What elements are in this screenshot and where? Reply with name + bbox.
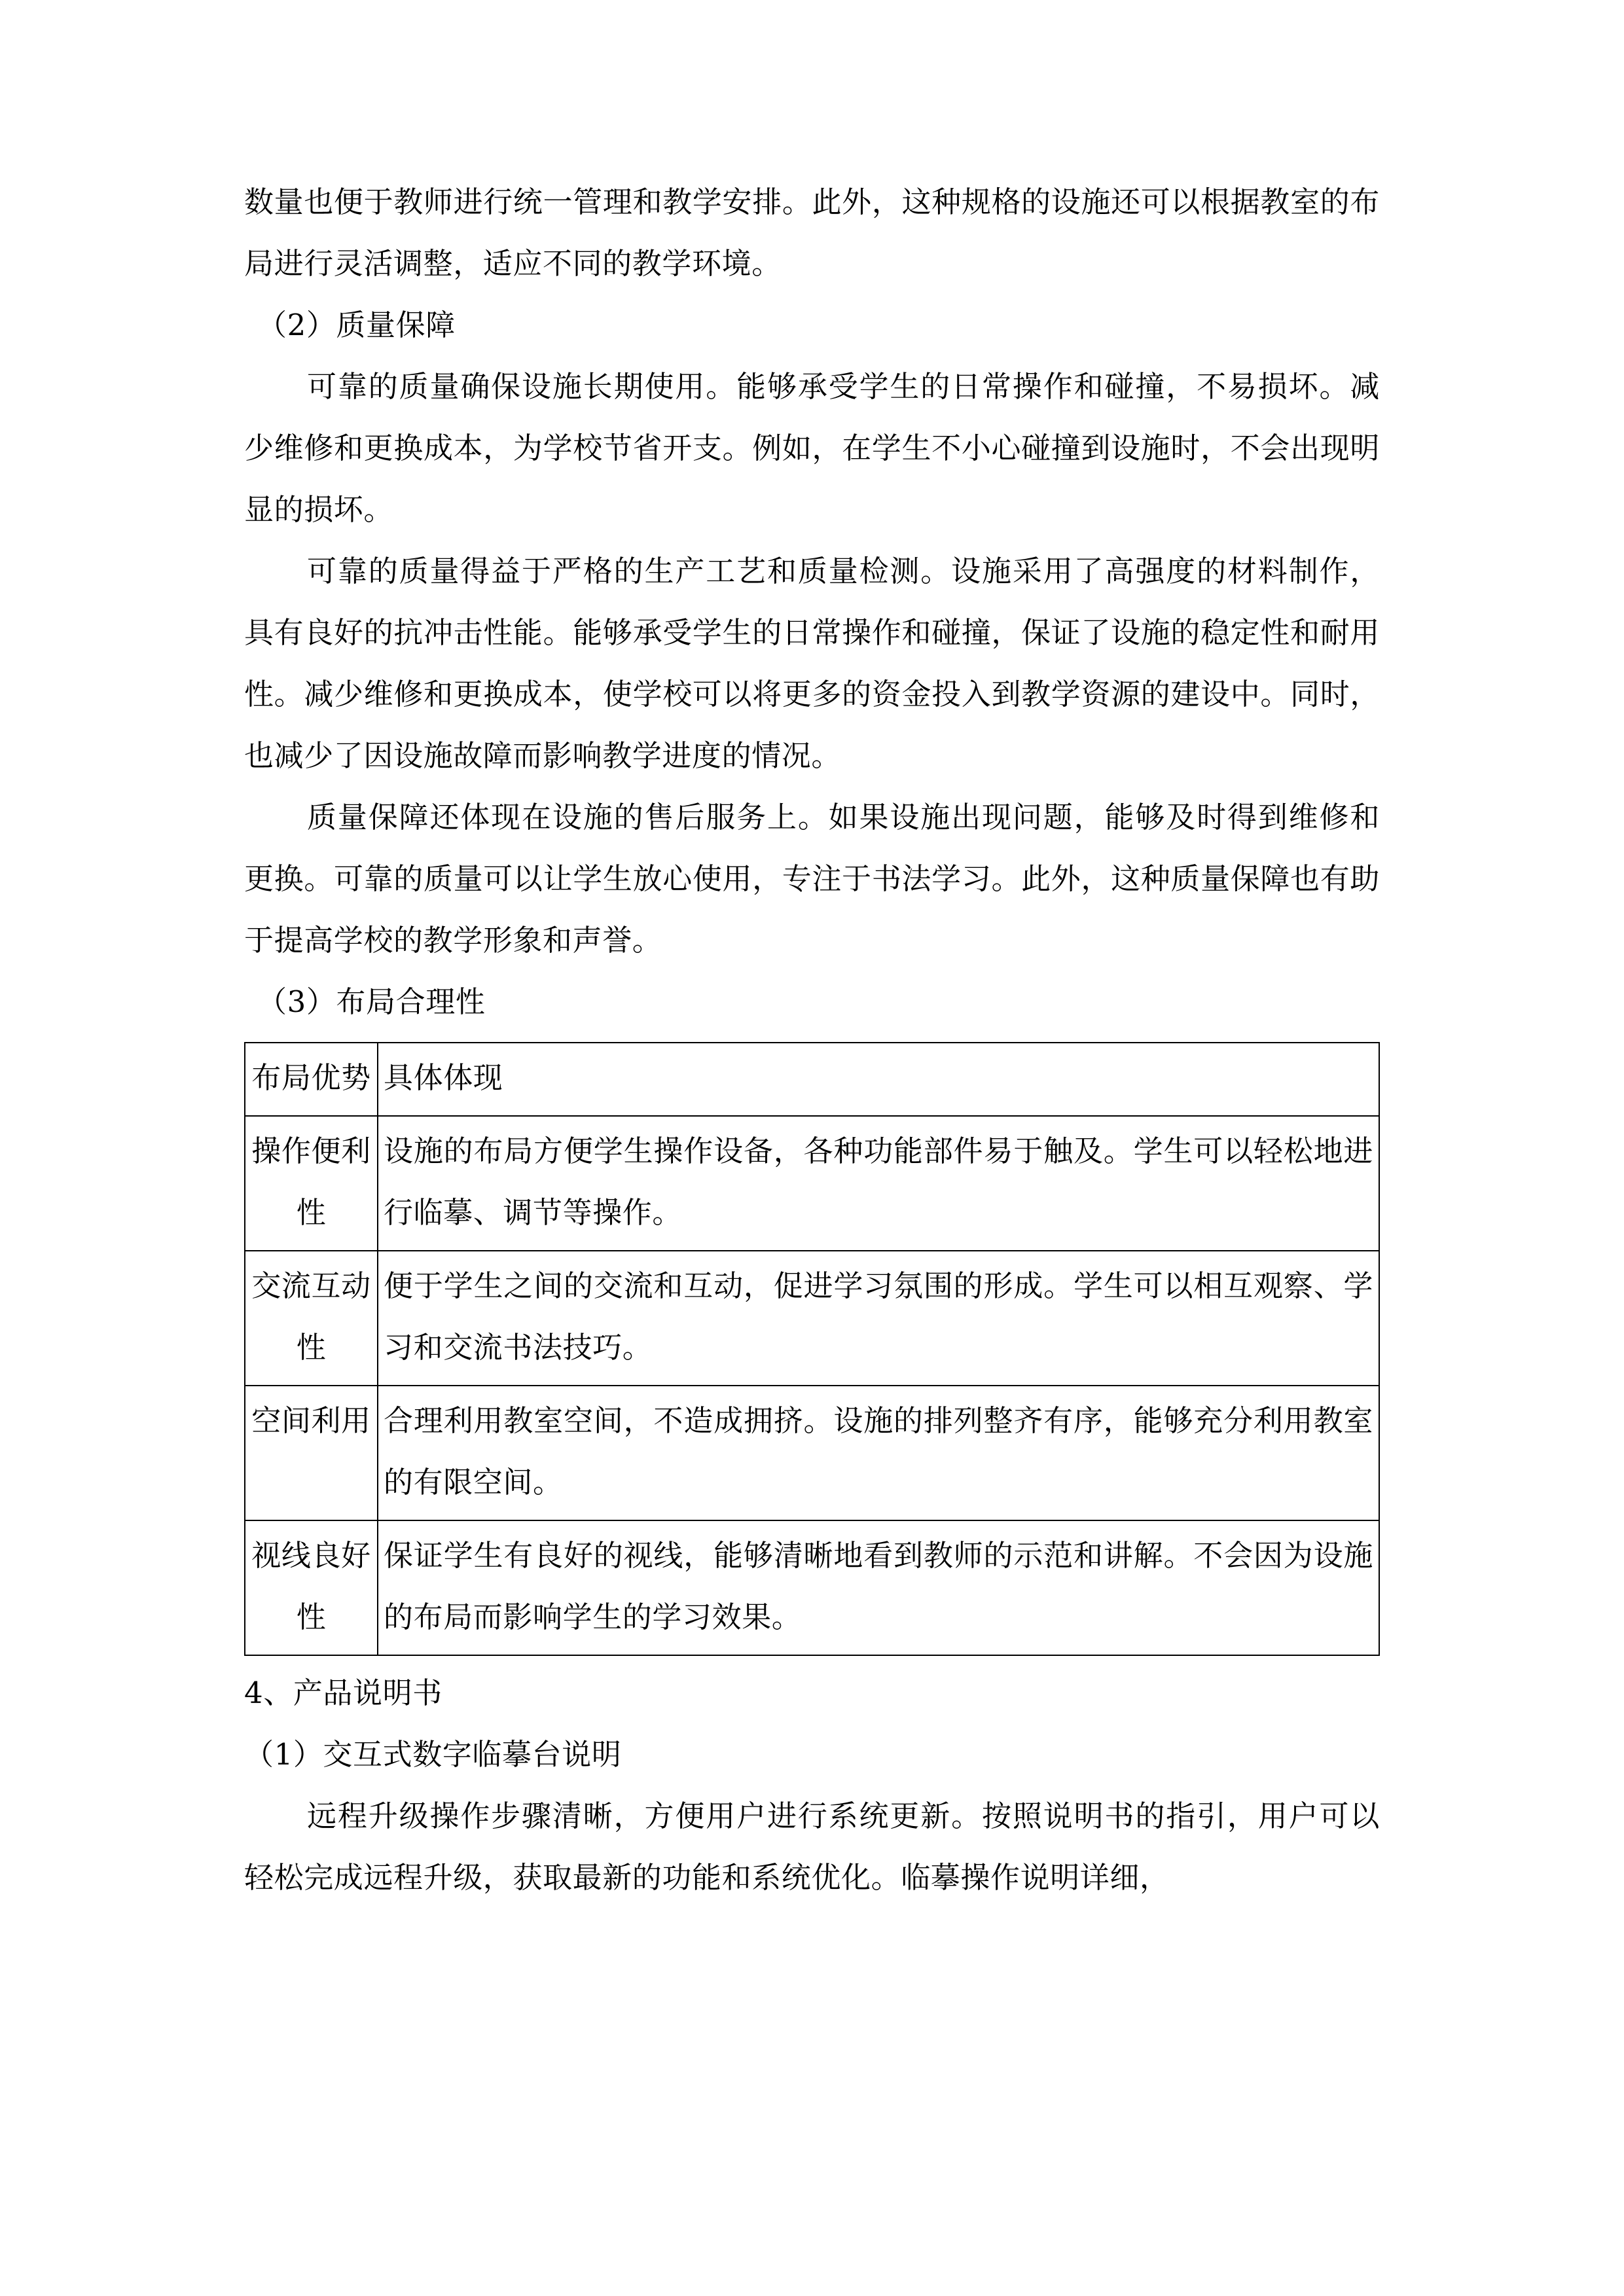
heading-layout-rationality: （3）布局合理性 <box>257 984 486 1019</box>
paragraph-quality-3: 质量保障还体现在设施的售后服务上。如果设施出现问题，能够及时得到维修和更换。可靠的质量可以让学生放心使用，专注于书法学习。此外，这种质量保障也有助于提高学校的教学形象和声誉。 <box>244 800 1380 958</box>
heading-product-manual: 4、产品说明书 <box>244 1676 442 1710</box>
heading-product-manual-sub: （1）交互式数字临摹台说明 <box>244 1737 622 1772</box>
table-header-cell-detail: 具体体现 <box>378 1043 1379 1116</box>
paragraph-quality-2: 可靠的质量得益于严格的生产工艺和质量检测。设施采用了高强度的材料制作，具有良好的抗冲击性能。能够承受学生的日常操作和碰撞，保证了设施的稳定性和耐用性。减少维修和更换成本，使学校可以将更多的资金投入到教学资源的建设中。同时，也减少了因设施故障而影响教学进度的情况。 <box>244 554 1380 773</box>
heading-quality-assurance: （2）质量保障 <box>257 308 456 342</box>
table-row <box>245 1520 1379 1655</box>
table-cell-advantage-detail: 合理利用教室空间，不造成拥挤。设施的排列整齐有序，能够充分利用教室的有限空间。 <box>378 1386 1379 1520</box>
paragraph-continuation: 数量也便于教师进行统一管理和教学安排。此外，这种规格的设施还可以根据教室的布局进行灵活调整，适应不同的教学环境。 <box>244 185 1380 281</box>
table-header-row <box>245 1043 1379 1116</box>
table-cell-advantage-detail: 保证学生有良好的视线，能够清晰地看到教师的示范和讲解。不会因为设施的布局而影响学生的学习效果。 <box>378 1520 1379 1655</box>
table-cell-advantage-label: 操作便利性 <box>245 1116 378 1251</box>
layout-advantages-table <box>244 1042 1380 1656</box>
page-content <box>244 171 1380 1909</box>
table-cell-advantage-label: 交流互动性 <box>245 1251 378 1386</box>
table-row <box>245 1386 1379 1520</box>
table-row <box>245 1251 1379 1386</box>
table-row <box>245 1116 1379 1251</box>
paragraph-quality-1: 可靠的质量确保设施长期使用。能够承受学生的日常操作和碰撞，不易损坏。减少维修和更换成本，为学校节省开支。例如，在学生不小心碰撞到设施时，不会出现明显的损坏。 <box>244 369 1380 527</box>
table-cell-advantage-label: 空间利用 <box>245 1386 378 1520</box>
table-cell-advantage-detail: 便于学生之间的交流和互动，促进学习氛围的形成。学生可以相互观察、学习和交流书法技巧。 <box>378 1251 1379 1386</box>
table-cell-advantage-label: 视线良好性 <box>245 1520 378 1655</box>
table-cell-advantage-detail: 设施的布局方便学生操作设备，各种功能部件易于触及。学生可以轻松地进行临摹、调节等操作。 <box>378 1116 1379 1251</box>
table-header-cell-advantage: 布局优势 <box>245 1043 378 1116</box>
paragraph-product-1: 远程升级操作步骤清晰，方便用户进行系统更新。按照说明书的指引，用户可以轻松完成远程升级，获取最新的功能和系统优化。临摹操作说明详细， <box>244 1799 1380 1895</box>
